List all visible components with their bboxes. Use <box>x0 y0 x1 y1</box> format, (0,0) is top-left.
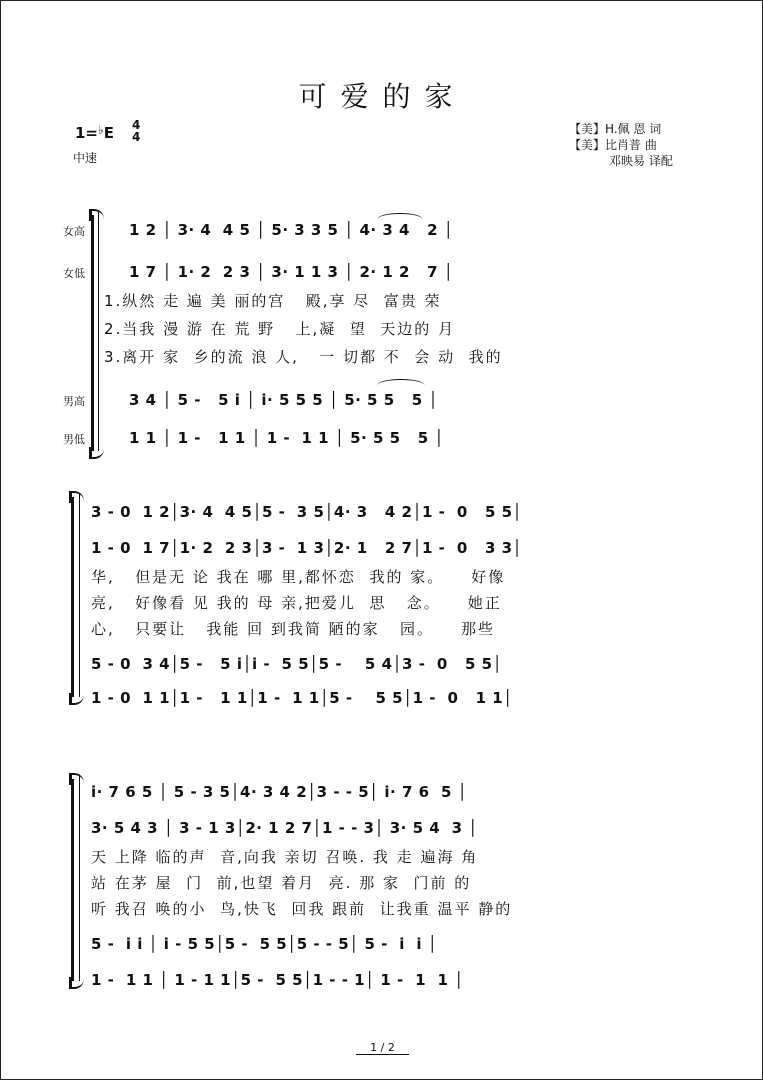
slur <box>377 379 425 392</box>
bass-notes: 1 - 0 1 1│1 - 1 1│1 - 1 1│5 - 5 5│1 - 0 1 1│ <box>91 689 513 707</box>
soprano-notes: 3 - 0 1 2│3· 4 4 5│5 - 3 5│4· 3 4 2│1 - 0 5 5│ <box>91 503 523 521</box>
system-line <box>98 211 99 451</box>
alto-row <box>1 259 763 285</box>
tenor-notes: 5 - i i │ i - 5 5│5 - 5 5│5 - - 5│ 5 - i i │ <box>91 935 438 953</box>
key-prefix: 1= <box>75 124 99 142</box>
page-number-text: 1 / 2 <box>356 1041 409 1055</box>
soprano-notes: i· 7 6 5 │ 5 - 3 5│4· 3 4 2│3 - - 5│ i· 7 6 5 │ <box>91 783 468 801</box>
tempo-mark: 中速 <box>73 151 98 165</box>
alto-row <box>1 535 763 561</box>
lyric-verse-1: 1.纵然 走 遍 美 丽的宫 殿,享 尽 富贵 荣 <box>104 292 442 310</box>
alto-row <box>1 815 763 841</box>
soprano-notes: 1 2 │ 3· 4 4 5 │ 5· 3 3 5 │ 4· 3 4 2 │ <box>129 221 454 239</box>
alto-notes: 3· 5 4 3 │ 3 - 1 3│2· 1 2 7│1 - - 3│ 3· 5 4 3 │ <box>91 819 478 837</box>
flat-sign: ♭ <box>98 123 104 137</box>
credits <box>569 121 673 169</box>
voice-label-alto: 女低 <box>63 267 85 280</box>
tenor-notes: 5 - 0 3 4│5 - 5 i│i - 5 5│5 - 5 4│3 - 0 5 5│ <box>91 655 503 673</box>
page-number <box>1 1041 763 1054</box>
bass-row <box>1 967 763 993</box>
voice-label-tenor: 男高 <box>63 395 85 408</box>
composer-credit: 【美】比肖普 曲 <box>569 138 657 152</box>
alto-notes: 1 7 │ 1· 2 2 3 │ 3· 1 1 3 │ 2· 1 2 7 │ <box>129 263 454 281</box>
voice-label-bass: 男低 <box>63 433 85 446</box>
tenor-row <box>1 931 763 957</box>
lyric-verse-2: 2.当我 漫 游 在 荒 野 上,凝 望 天边的 月 <box>104 320 456 338</box>
soprano-row <box>1 499 763 525</box>
song-title: 可爱的家 <box>298 80 467 113</box>
time-signature <box>132 119 140 143</box>
key-signature <box>75 123 114 142</box>
lyric-verse-3: 3.离开 家 乡的流 浪 人, 一 切都 不 会 动 我的 <box>104 348 503 366</box>
arranger-credit: 邓映易 译配 <box>609 154 673 168</box>
tenor-notes: 3 4 │ 5 - 5 i │ i· 5 5 5 │ 5· 5 5 5 │ <box>129 391 439 409</box>
system-brace <box>91 215 94 451</box>
lyricist-credit: 【美】H.佩 恩 词 <box>569 122 662 136</box>
meter-bottom: 4 <box>132 130 141 144</box>
soprano-row <box>1 779 763 805</box>
tenor-row <box>1 651 763 677</box>
key-note: E <box>103 124 114 142</box>
bass-notes: 1 1 │ 1 - 1 1 │ 1 - 1 1 │ 5· 5 5 5 │ <box>129 429 444 447</box>
bass-notes: 1 - 1 1 │ 1 - 1 1│5 - 5 5│1 - - 1│ 1 - 1 1 │ <box>91 971 464 989</box>
alto-notes: 1 - 0 1 7│1· 2 2 3│3 - 1 3│2· 1 2 7│1 - 0 3 3│ <box>91 539 523 557</box>
voice-label-soprano: 女高 <box>63 225 85 238</box>
lyric-verse-2: 亮, 好像看 见 我的 母 亲,把爱儿 思 念。 她正 <box>91 594 502 612</box>
lyric-verse-1: 华, 但是无 论 我在 哪 里,都怀恋 我的 家。 好像 <box>91 568 506 586</box>
meter-top: 4 <box>132 118 141 132</box>
bass-row <box>1 425 763 451</box>
lyric-verse-3: 心, 只要让 我能 回 到我简 陋的家 园。 那些 <box>91 620 496 638</box>
bass-row <box>1 685 763 711</box>
lyric-verse-1: 天 上降 临的声 音,向我 亲切 召唤. 我 走 遍海 角 <box>91 848 479 866</box>
lyric-verse-2: 站 在茅 屋 门 前,也望 着月 亮. 那 家 门前 的 <box>91 874 472 892</box>
slur <box>377 213 423 226</box>
lyric-verse-3: 听 我召 唤的小 鸟,快飞 回我 跟前 让我重 温平 静的 <box>91 900 513 918</box>
